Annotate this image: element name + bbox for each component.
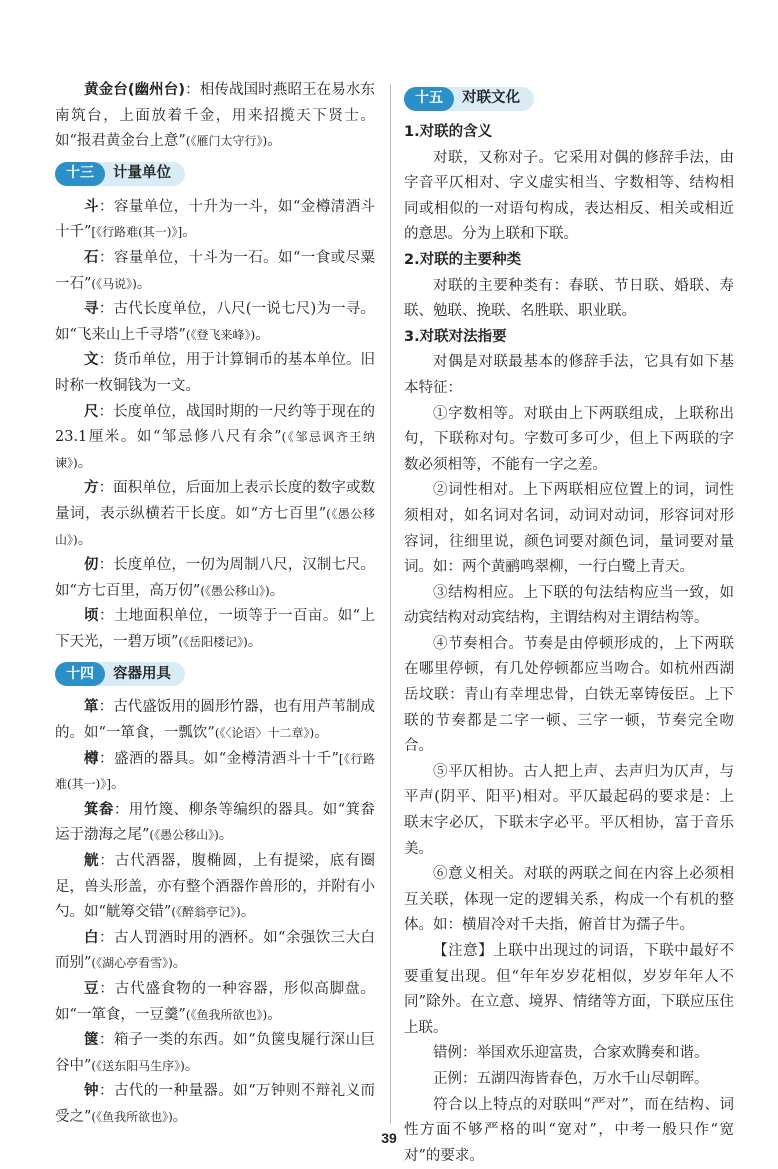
note-text: 上联中出现过的词语，下联中最好不要重复出现。但“年年岁岁花相似，岁岁年年人不同”除外。在立意、境界、情绪等方面，下联应压住上联。 xyxy=(404,943,735,1036)
glossary-entry xyxy=(55,798,375,849)
entry-tail: 。 xyxy=(247,633,263,650)
feature-3: ③结构相应。上下联的句法结构应当一致，如动宾结构对动宾结构，主谓结构对主谓结构等。 xyxy=(404,584,734,627)
entry-tail: 。 xyxy=(314,725,329,742)
entry-tail: 。 xyxy=(111,776,126,793)
entry-source: (《愚公移山》) xyxy=(200,583,270,598)
entry-text: ：古代长度单位，八尺(一说七尺)为一寻。如“飞来山上千寻塔” xyxy=(55,301,376,343)
closing-paragraph: 符合以上特点的对联叫“严对”，而在结构、词性方面不够严格的叫“宽对”，中考一般只作“宽对”的要求。 xyxy=(404,1096,734,1164)
entry-term: 樽 xyxy=(84,750,99,767)
entry-source: (《愚公移山》) xyxy=(55,506,376,547)
entry-text: ：古代酒器，腹椭圆，上有提梁，底有圈足，兽头形盖，亦有整个酒器作兽形的，并附有小勺。如“觥筹交错” xyxy=(55,853,376,921)
entry-term: 钟 xyxy=(84,1083,99,1100)
entry-tail: 。 xyxy=(218,827,234,844)
entry-tail: 。 xyxy=(255,326,270,343)
entry-term: 箕畚 xyxy=(84,801,114,818)
entry-source: (《鱼我所欲也》) xyxy=(91,1109,173,1124)
entry-source: (《愚公移山》) xyxy=(149,828,219,843)
subheading-methods: 3.对联对法指要 xyxy=(404,328,507,345)
glossary-entry xyxy=(55,348,375,399)
entry-term: 箧 xyxy=(84,1032,99,1049)
glossary-entry xyxy=(55,695,375,746)
glossary-entry xyxy=(55,476,375,553)
glossary-entry xyxy=(55,977,375,1028)
column-divider xyxy=(390,84,391,1124)
page-number: 39 xyxy=(381,1130,397,1146)
glossary-entry xyxy=(55,297,375,348)
entry-tail: 。 xyxy=(267,1006,282,1023)
entry-tail: 。 xyxy=(77,454,93,471)
section-title: 容器用具 xyxy=(113,665,171,682)
entry-term: 顷 xyxy=(84,608,99,625)
entry-text: ：土地面积单位，一顷等于一百亩。如“上下天光，一碧万顷” xyxy=(55,608,376,650)
note-tag: 【注意】 xyxy=(433,943,494,959)
glossary-entry xyxy=(55,1028,375,1079)
entry-term: 斗 xyxy=(84,198,99,215)
section-band xyxy=(404,87,534,111)
entry-text: ：盛酒的器具。如“金樽清酒斗十千” xyxy=(98,750,339,767)
entry-tail: 。 xyxy=(182,224,197,241)
entry-text: ：容量单位，十斗为一石。如“一食或尽粟一石” xyxy=(55,249,376,292)
entry-text: ：古人罚酒时用的酒杯。如“余强饮三大白而别” xyxy=(55,929,376,972)
entry-tail: 。 xyxy=(77,531,93,548)
entry-term: 白 xyxy=(84,929,99,946)
note-paragraph xyxy=(404,939,734,1041)
section-header-13 xyxy=(55,159,375,189)
feature-1: ①字数相等。对联由上下两联组成，上联称出句，下联称对句。字数可多可少，但上下两联的字数必须相等，不能有一字之差。 xyxy=(404,405,734,473)
section-title: 计量单位 xyxy=(113,164,171,181)
paragraph-methods-intro: 对偶是对联最基本的修辞手法，它具有如下基本特征： xyxy=(404,354,734,396)
entry-source: (《马说》) xyxy=(91,276,137,291)
glossary-entry xyxy=(55,1079,375,1130)
entry-text: ：容量单位，十升为一斗，如“金樽清酒斗十千” xyxy=(55,198,376,241)
entry-source: (《邹忌讽齐王纳谏》) xyxy=(55,430,375,470)
entry-term: 方 xyxy=(84,480,99,497)
section-number-badge: 十三 xyxy=(55,162,105,186)
section-number-badge: 十四 xyxy=(55,662,105,686)
feature-6: ⑥意义相关。对联的两联之间在内容上必须相互关联，体现一定的逻辑关系，构成一个有机的整体。如：横眉冷对千夫指，俯首甘为孺子牛。 xyxy=(404,866,734,934)
entry-term: 尺 xyxy=(84,403,99,420)
glossary-entry xyxy=(55,195,375,246)
entry-term: 仞 xyxy=(84,557,99,574)
glossary-entry xyxy=(55,747,375,798)
entry-tail: 。 xyxy=(184,1057,200,1074)
entry-term: 箪 xyxy=(84,699,99,716)
entry-text: ：长度单位，一仞为周制八尺，汉制七尺。如“方七百里，高万仞” xyxy=(55,557,376,599)
section-header-14 xyxy=(55,659,375,689)
entry-source: (《湖心亭看雪》) xyxy=(91,956,173,971)
glossary-entry xyxy=(55,400,375,477)
glossary-entry xyxy=(55,604,375,655)
entry-source: (《雁门太守行》) xyxy=(185,134,268,149)
section-number-badge: 十五 xyxy=(404,87,454,111)
paragraph-types: 对联的主要种类有：春联、节日联、婚联、寿联、勉联、挽联、名胜联、职业联。 xyxy=(404,277,734,320)
entry-text: ：用竹篾、柳条等编织的器具。如“箕畚运于渤海之尾” xyxy=(55,801,375,844)
entry-term: 石 xyxy=(84,249,99,266)
entry-tail: 。 xyxy=(172,955,188,972)
entry-source: (《岳阳楼记》) xyxy=(178,634,248,649)
paragraph-meaning: 对联，又称对子。它采用对偶的修辞手法，由字音平仄相对、字义虚实相当、字数相等、结构相同或相似的一对语句构成，表达相反、相关或相近的意思。分为上联和下联。 xyxy=(404,149,734,243)
entry-text: ：古代的一种量器。如“万钟则不辩礼义而受之” xyxy=(55,1083,376,1125)
entry-tail: 。 xyxy=(267,133,282,150)
entry-text: ：古代盛食物的一种容器，形似高脚盘。如“一箪食，一豆羹” xyxy=(55,981,376,1023)
entry-source: (《鱼我所欲也》) xyxy=(185,1007,268,1022)
entry-text: ：箱子一类的东西。如“负箧曳屣行深山巨谷中” xyxy=(55,1032,376,1074)
entry-source: [《行路难(其一)》] xyxy=(91,225,183,240)
entry-text: ：长度单位，战国时期的一尺约等于现在的23.1厘米。如“邹忌修八尺有余” xyxy=(55,403,376,446)
entry-tail: 。 xyxy=(269,582,285,599)
containers-list xyxy=(55,695,375,1130)
entry-term: 黄金台(幽州台) xyxy=(84,82,186,98)
measure-units-list xyxy=(55,195,375,656)
entry-source: (《送东阳马生序》) xyxy=(91,1058,185,1073)
section-band xyxy=(55,662,185,686)
subheading-types: 2.对联的主要种类 xyxy=(404,251,522,268)
glossary-entry xyxy=(55,246,375,297)
entry-text: ：相传战国时燕昭王在易水东南筑台，上面放着千金，用来招揽天下贤士。如“报君黄金台上意” xyxy=(55,82,375,150)
section-band xyxy=(55,162,185,186)
section-header-15 xyxy=(404,84,734,114)
glossary-entry xyxy=(55,553,375,604)
entry-source: [《行路难(其一)》] xyxy=(55,751,376,792)
entry-source: (《〈论语〉十二章》) xyxy=(214,726,315,741)
feature-2: ②词性相对。上下两联相应位置上的词，词性须相对，如名词对名词，动词对动词，形容词对形容词，往细里说，颜色词要对颜色词，量词要对量词。如：两个黄鹂鸣翠柳，一行白鹭上青天。 xyxy=(404,482,734,576)
entry-term: 豆 xyxy=(84,981,100,997)
right-column xyxy=(404,78,734,1169)
entry-text: ：货币单位，用于计算铜币的基本单位。旧时称一枚铜钱为一文。 xyxy=(55,352,376,394)
glossary-entry xyxy=(55,926,375,977)
entry-source: (《登飞来峰》) xyxy=(185,327,256,342)
right-example: 正例：五湖四海皆春色，万水千山尽朝晖。 xyxy=(433,1070,709,1087)
entry-term: 文 xyxy=(84,352,99,369)
entry-tail: 。 xyxy=(240,904,256,921)
glossary-entry xyxy=(55,849,375,926)
entry-source: (《醉翁亭记》) xyxy=(171,905,241,920)
entry-text: ：面积单位，后面加上表示长度的数字或数量词，表示纵横若干长度。如“方七百里” xyxy=(55,480,376,522)
section-title: 对联文化 xyxy=(462,90,520,107)
entry-huangjintai xyxy=(55,78,375,155)
entry-tail: 。 xyxy=(136,275,152,292)
entry-tail: 。 xyxy=(172,1108,188,1125)
feature-4: ④节奏相合。节奏是由停顿形成的，上下两联在哪里停顿，有几处停顿都应当吻合。如杭州西湖岳坟联：青山有幸埋忠骨，白铁无辜铸佞臣。上下联的节奏都是二字一顿、三字一顿，节奏完全吻合。 xyxy=(404,635,734,755)
entry-term: 寻 xyxy=(84,301,99,318)
entry-term: 觥 xyxy=(84,853,100,870)
left-column xyxy=(55,78,375,1131)
feature-5: ⑤平仄相协。古人把上声、去声归为仄声，与平声(阴平、阳平)相对。平仄最起码的要求是：上联末字必仄，下联末字必平。平仄相协，富于音乐美。 xyxy=(404,763,734,857)
subheading-meaning: 1.对联的含义 xyxy=(404,124,493,140)
wrong-example: 错例：举国欢乐迎富贵，合家欢腾奏和谐。 xyxy=(433,1045,709,1062)
entry-text: ：古代盛饭用的圆形竹器，也有用芦苇制成的。如“一箪食，一瓢饮” xyxy=(55,699,376,742)
